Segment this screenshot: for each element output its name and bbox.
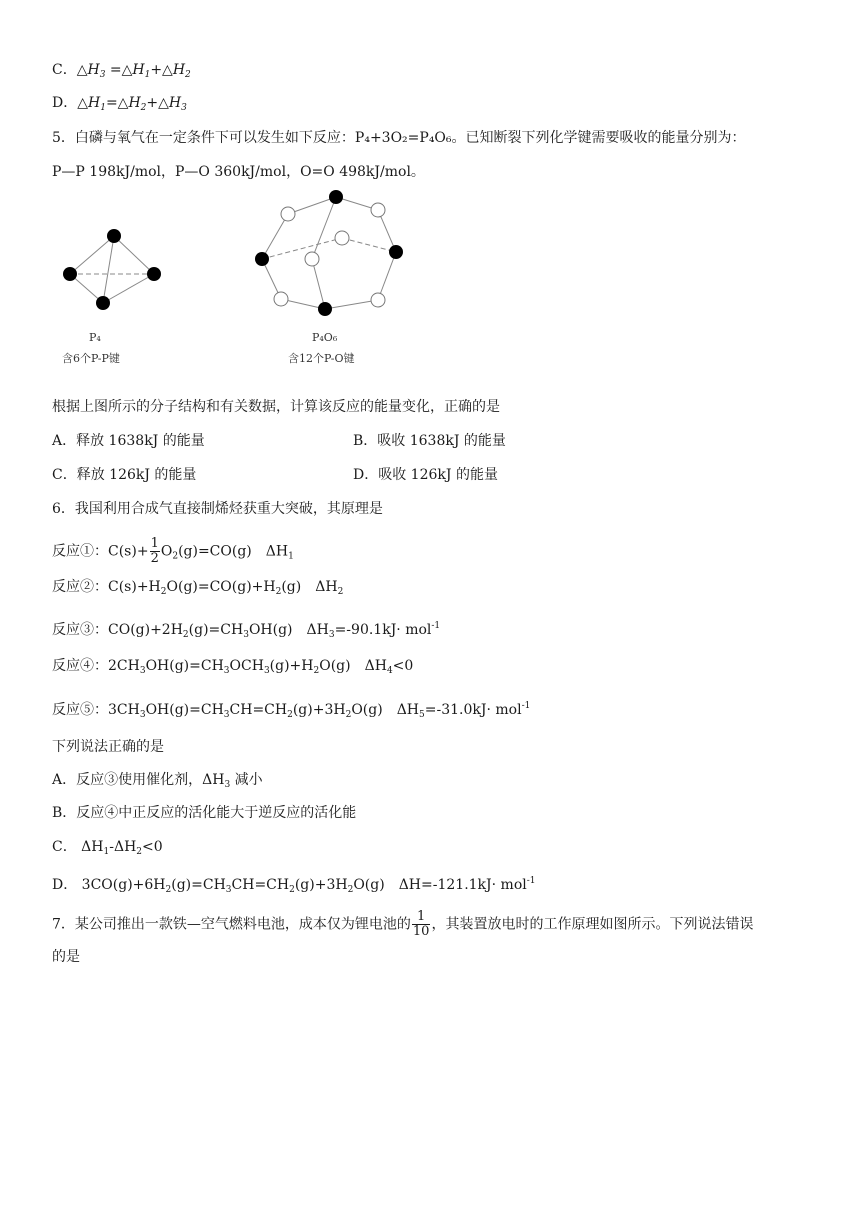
q6-option-c-label: C． — [52, 839, 77, 855]
p4o6-p-atom — [318, 302, 332, 316]
q6-option-b: B．反应④中正反应的活化能大于逆反应的活化能 — [52, 805, 357, 821]
q6-reaction-1-label: 反应①： — [52, 543, 108, 560]
q4-option-d-label: D． — [52, 95, 78, 111]
q4-option-d: D．$\triangle H_1=\triangle H_2+\triangle H_3$ — [52, 95, 187, 113]
q7-stem-line2: 的是 — [52, 949, 80, 965]
q6-option-d-label: D． — [52, 877, 78, 893]
q5-option-d: D．吸收 126kJ 的能量 — [353, 467, 498, 483]
q6-reaction-3: 反应③：$CO(g)+2H_2(g)=CH_3OH(g)$ $\Delta H_3=-90.1kJ\cdot mol^{-1}$ — [52, 621, 441, 640]
p4o6-bond-note: 含12个P-O键 — [288, 352, 355, 365]
q5-option-b: B．吸收 1638kJ 的能量 — [353, 433, 506, 449]
p4o6-o-atom — [335, 231, 349, 245]
fraction-one-tenth: $\frac{1}{10}$ — [412, 909, 430, 939]
q6-reaction-4: 反应④：$2CH_3OH(g)=CH_3OCH_3(g)+H_2O(g)$ $\Delta H_4<0$ — [52, 658, 414, 676]
q7-stem-pre: 7．某公司推出一款铁—空气燃料电池，成本仅为锂电池的 — [52, 916, 411, 933]
q4-option-c: C．$\triangle H_3$ $=\triangle H_1+\triangle H_2$ — [52, 62, 191, 80]
q5-question: 根据上图所示的分子结构和有关数据，计算该反应的能量变化，正确的是 — [52, 399, 500, 415]
p4-atom — [147, 267, 161, 281]
p4-atom — [107, 229, 121, 243]
q6-option-a: A．反应③使用催化剂，$\Delta H_3$ 减小 — [52, 772, 263, 790]
p4o6-o-atom — [371, 293, 385, 307]
q6-reaction-1: 反应①：C(s)+ $\frac{1}{2}$ $O_2(g)=CO(g)$ $\Delta H_1$ — [52, 536, 294, 566]
p4o6-o-atom — [371, 203, 385, 217]
q6-reaction-5-label: 反应⑤： — [52, 702, 108, 718]
q6-stem: 6．我国利用合成气直接制烯烃获重大突破，其原理是 — [52, 501, 383, 517]
p4-label: P₄ — [89, 331, 101, 344]
q6-option-d: D． $3CO(g)+6H_2(g)=CH_3CH=CH_2(g)+3H_2O(g)$ ΔH=-121.1kJ· mol$^{-1}$ — [52, 876, 536, 895]
q6-reaction-2: 反应②：$C(s)+H_2O(g)=CO(g)+H_2(g)$ $\Delta H_2$ — [52, 579, 344, 597]
p4-atom — [96, 296, 110, 310]
q4-option-c-label: C． — [52, 62, 77, 78]
q7-stem-post: ，其装置放电时的工作原理如图所示。下列说法错误 — [431, 916, 754, 933]
q5-bond-energies: P—P 198kJ/mol，P—O 360kJ/mol，O=O 498kJ/mol。 — [52, 164, 425, 180]
q6-option-a-pre: A．反应③使用催化剂， — [52, 772, 203, 788]
p4o6-p-atom — [329, 190, 343, 204]
q5-option-c: C．释放 126kJ 的能量 — [52, 467, 197, 483]
q6-reaction-5: 反应⑤：$3CH_3OH(g)=CH_3CH=CH_2(g)+3H_2O(g)$ $\Delta H_5=-31.0kJ\cdot mol^{-1}$ — [52, 701, 531, 720]
q6-reaction-3-label: 反应③： — [52, 622, 108, 638]
p4o6-p-atom — [389, 245, 403, 259]
p4-bond-note: 含6个P-P键 — [62, 352, 120, 365]
q6-option-a-post: 减小 — [234, 772, 263, 788]
q7-stem — [52, 910, 753, 939]
p4o6-o-atom — [281, 207, 295, 221]
fraction-one-half: $\frac{1}{2}$ — [150, 536, 159, 566]
q6-option-c: C． $\Delta H_1-\Delta H_2<0$ — [52, 839, 163, 857]
q6-reaction-2-label: 反应②： — [52, 579, 108, 595]
p4o6-o-atom — [274, 292, 288, 306]
p4o6-p-atom — [255, 252, 269, 266]
p4o6-label: P₄O₆ — [312, 331, 338, 344]
p4-atom — [63, 267, 77, 281]
p4o6-o-atom — [305, 252, 319, 266]
q5-option-a: A．释放 1638kJ 的能量 — [52, 433, 205, 449]
q5-stem: 5．白磷与氧气在一定条件下可以发生如下反应：P₄+3O₂=P₄O₆。已知断裂下列化学键需要吸收的能量分别为： — [52, 130, 746, 146]
q6-reaction-4-label: 反应④： — [52, 658, 108, 674]
q6-question: 下列说法正确的是 — [52, 739, 164, 755]
